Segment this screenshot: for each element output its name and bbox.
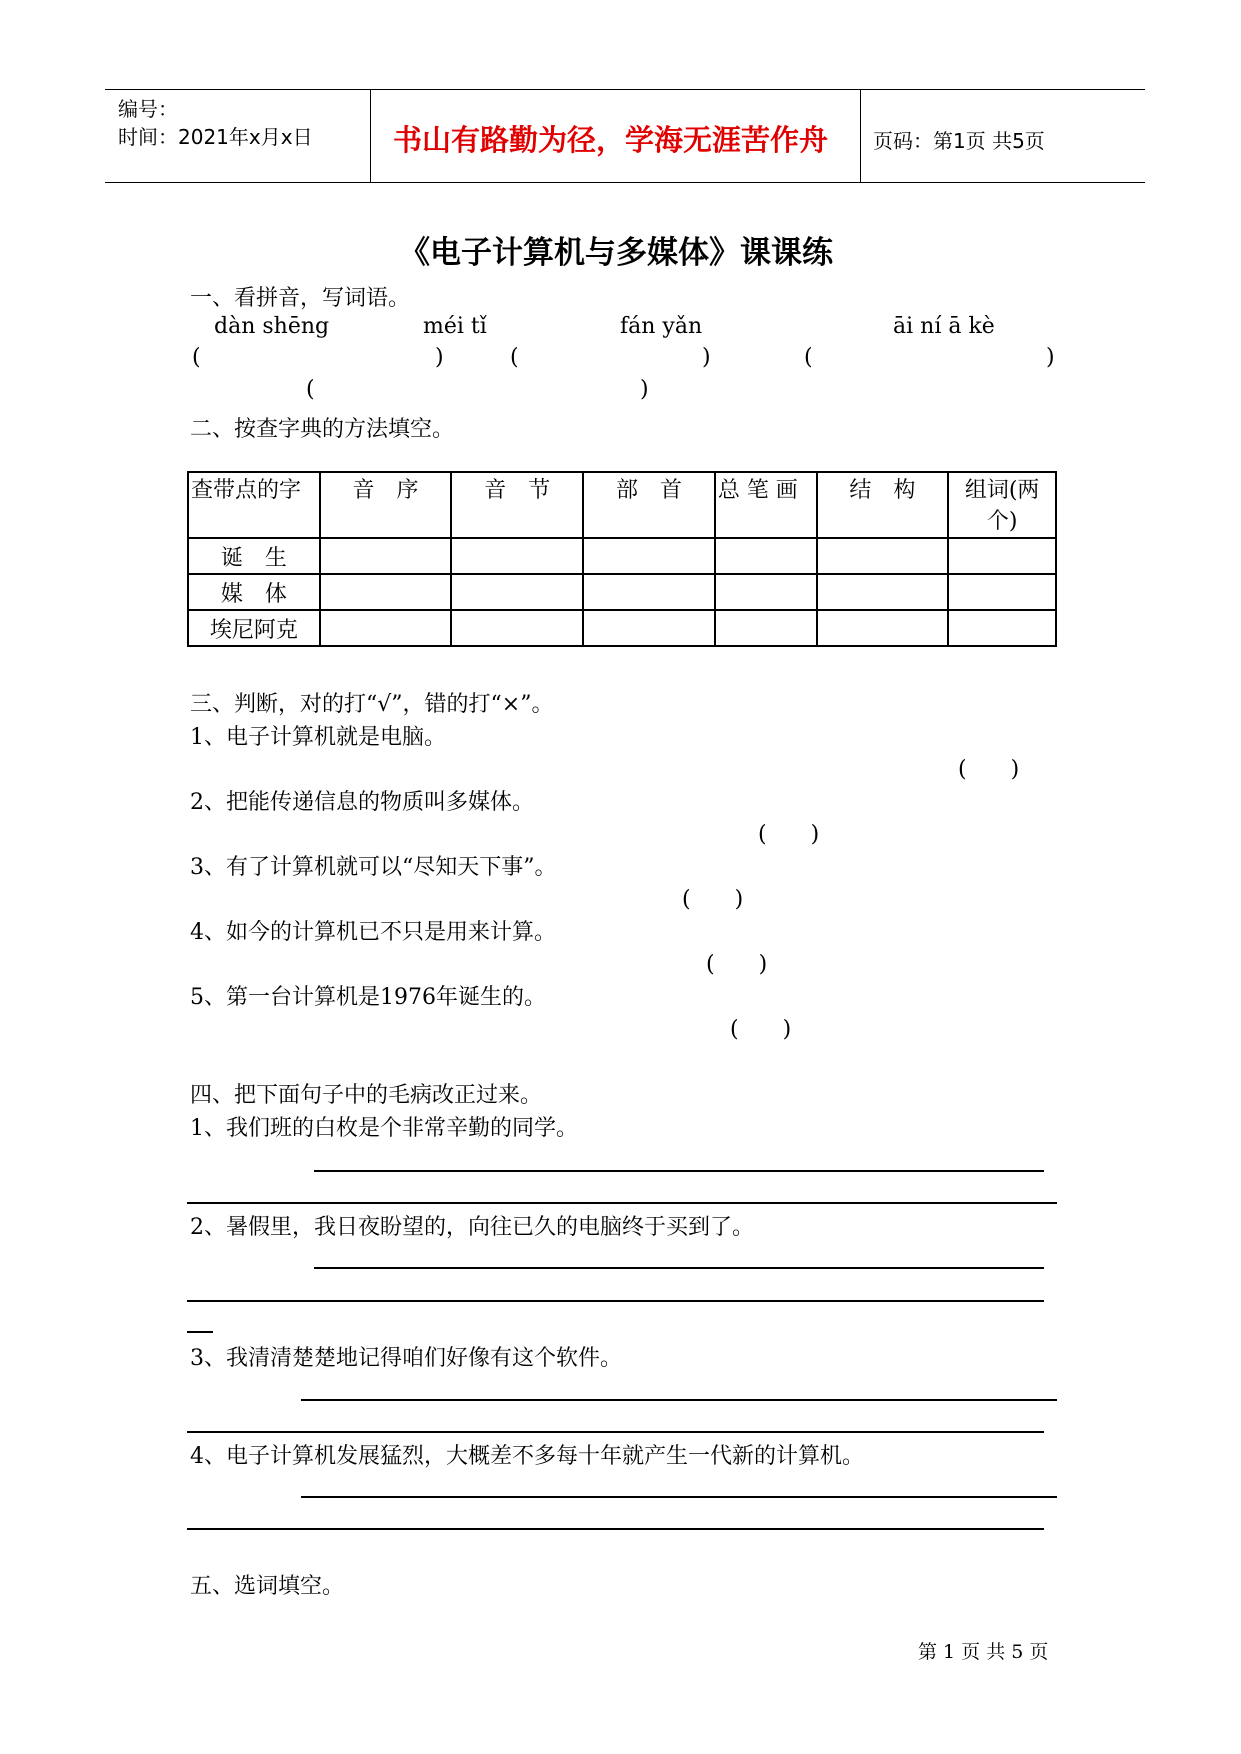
section1-heading: 一、看拼音，写词语。	[190, 286, 411, 311]
header-bottom-rule	[105, 182, 1145, 183]
answer-bracket-4-close: )	[640, 377, 649, 402]
section3-heading: 三、判断，对的打“√”，错的打“×”。	[190, 692, 554, 717]
pinyin-2: méi tǐ	[423, 314, 487, 339]
table-header-row	[188, 472, 1056, 538]
judge-item-5: 5、第一台计算机是1976年诞生的。	[190, 985, 546, 1010]
header-motto: 书山有路勤为径，学海无涯苦作舟	[393, 123, 829, 157]
answer-bracket-3-close: )	[1046, 345, 1055, 370]
header-top-rule	[105, 89, 1145, 90]
table-row-label: 埃尼阿克	[188, 610, 320, 646]
answer-line[interactable]	[314, 1267, 1044, 1269]
judge-bracket-1[interactable]: ( )	[958, 757, 1020, 782]
correction-item-4: 4、电子计算机发展猛烈，大概差不多每十年就产生一代新的计算机。	[190, 1444, 864, 1469]
answer-line[interactable]	[314, 1170, 1044, 1172]
dictionary-table	[187, 471, 1057, 647]
answer-line[interactable]	[187, 1431, 1044, 1433]
table-header-cell: 音 节	[451, 472, 583, 538]
answer-bracket-2-close: )	[702, 345, 711, 370]
section2-heading: 二、按查字典的方法填空。	[190, 417, 455, 442]
answer-line	[187, 1331, 213, 1333]
table-header-cell: 部 首	[583, 472, 715, 538]
answer-bracket-4-open: (	[306, 377, 315, 402]
answer-bracket-1-close: )	[435, 345, 444, 370]
answer-line[interactable]	[187, 1202, 1057, 1204]
answer-bracket-2-open: (	[510, 345, 519, 370]
answer-line[interactable]	[301, 1496, 1057, 1498]
correction-item-3: 3、我清清楚楚地记得咱们好像有这个软件。	[190, 1346, 622, 1371]
judge-bracket-4[interactable]: ( )	[706, 952, 768, 977]
table-cell[interactable]	[817, 538, 949, 574]
answer-line[interactable]	[301, 1399, 1057, 1401]
table-header-cell: 总 笔 画	[715, 472, 817, 538]
table-cell[interactable]	[948, 538, 1056, 574]
section4-heading: 四、把下面句子中的毛病改正过来。	[190, 1083, 543, 1108]
table-cell[interactable]	[451, 538, 583, 574]
table-cell[interactable]	[583, 574, 715, 610]
header-divider-right	[860, 89, 861, 183]
table-row-label: 诞 生	[188, 538, 320, 574]
correction-item-1: 1、我们班的白枚是个非常辛勤的同学。	[190, 1116, 578, 1141]
pinyin-3: fán yǎn	[620, 314, 703, 339]
table-cell[interactable]	[948, 610, 1056, 646]
answer-bracket-1-open: (	[192, 345, 201, 370]
table-row	[188, 610, 1056, 646]
judge-bracket-5[interactable]: ( )	[730, 1017, 792, 1042]
table-cell[interactable]	[320, 538, 452, 574]
table-row	[188, 538, 1056, 574]
judge-item-2: 2、把能传递信息的物质叫多媒体。	[190, 790, 534, 815]
answer-bracket-3-open: (	[804, 345, 813, 370]
table-row	[188, 574, 1056, 610]
judge-item-1: 1、电子计算机就是电脑。	[190, 725, 446, 750]
table-header-cell: 组词(两个)	[948, 472, 1056, 538]
answer-line[interactable]	[187, 1300, 1044, 1302]
correction-item-2: 2、暑假里，我日夜盼望的，向往已久的电脑终于买到了。	[190, 1215, 754, 1240]
table-cell[interactable]	[320, 574, 452, 610]
table-cell[interactable]	[451, 574, 583, 610]
header-divider-left	[370, 89, 371, 183]
table-cell[interactable]	[715, 538, 817, 574]
table-cell[interactable]	[583, 610, 715, 646]
table-header-cell: 音 序	[320, 472, 452, 538]
table-cell[interactable]	[583, 538, 715, 574]
table-cell[interactable]	[948, 574, 1056, 610]
pinyin-4: āi ní ā kè	[893, 314, 995, 339]
table-cell[interactable]	[817, 574, 949, 610]
table-header-cell: 查带点的字	[188, 472, 320, 538]
table-cell[interactable]	[320, 610, 452, 646]
header-page-label: 页码：第1页 共5页	[873, 129, 1045, 153]
table-cell[interactable]	[715, 574, 817, 610]
answer-line[interactable]	[187, 1528, 1044, 1530]
table-cell[interactable]	[715, 610, 817, 646]
table-row-label: 媒 体	[188, 574, 320, 610]
table-cell[interactable]	[817, 610, 949, 646]
table-header-cell: 结 构	[817, 472, 949, 538]
header-number-label: 编号：	[118, 97, 178, 121]
table-cell[interactable]	[451, 610, 583, 646]
judge-bracket-3[interactable]: ( )	[682, 887, 744, 912]
header-time-label: 时间：2021年x月x日	[118, 125, 313, 149]
footer-page-number: 第 1 页 共 5 页	[918, 1641, 1049, 1663]
judge-item-4: 4、如今的计算机已不只是用来计算。	[190, 920, 556, 945]
section5-heading: 五、选词填空。	[190, 1574, 345, 1599]
judge-bracket-2[interactable]: ( )	[758, 822, 820, 847]
judge-item-3: 3、有了计算机就可以“尽知天下事”。	[190, 855, 557, 880]
page-title: 《电子计算机与多媒体》课课练	[399, 235, 833, 271]
pinyin-1: dàn shēng	[214, 314, 330, 339]
